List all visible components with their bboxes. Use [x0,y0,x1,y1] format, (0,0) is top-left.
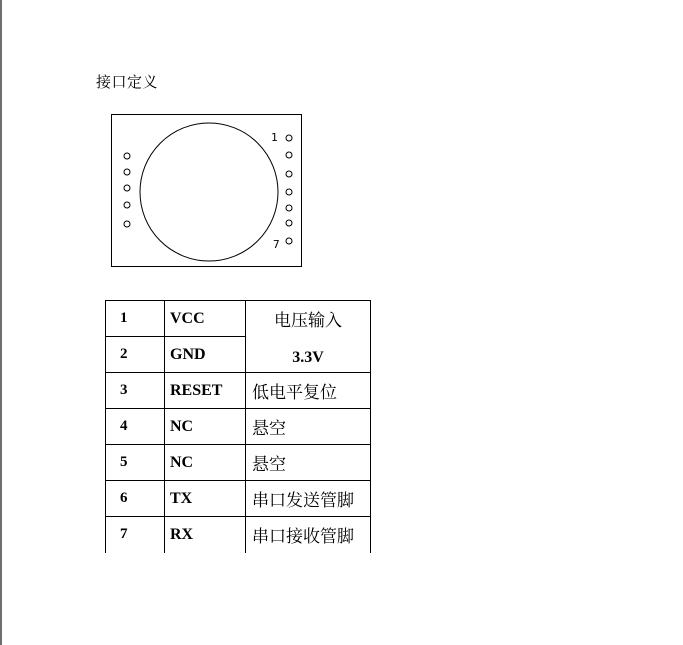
right-pin [286,205,292,211]
pin-signal: NC [165,445,246,481]
table-row [106,517,371,553]
pin-number: 5 [106,445,165,481]
pin-number: 1 [106,301,165,337]
right-pin [286,171,292,177]
right-pin [286,152,292,158]
right-pin [286,189,292,195]
pin-description: 悬空 [246,445,371,481]
pin-signal: NC [165,409,246,445]
pin-number: 2 [106,337,165,373]
power-voltage: 3.3V [292,349,324,366]
pin-description: 低电平复位 [246,373,371,409]
pin-signal: TX [165,481,246,517]
pin-description: 悬空 [246,409,371,445]
right-pin [286,220,292,226]
power-description [246,301,371,373]
left-pin [124,185,130,191]
pin-number: 4 [106,409,165,445]
pin-7-label: 7 [273,238,280,251]
table-row [106,409,371,445]
pin-1-label: 1 [271,131,278,144]
pin-signal: VCC [165,301,246,337]
sensor-circle [140,123,278,261]
pin-signal: GND [165,337,246,373]
table-row [106,373,371,409]
right-pin [286,135,292,141]
left-pin [124,202,130,208]
pin-number: 3 [106,373,165,409]
pin-number: 7 [106,517,165,553]
power-label: 电压输入 [274,311,342,331]
left-pin [124,169,130,175]
pin-description: 串口发送管脚 [246,481,371,517]
pin-signal: RESET [165,373,246,409]
table-row [106,301,371,337]
table-row [106,481,371,517]
table-row [106,445,371,481]
left-pin [124,221,130,227]
pin-number: 6 [106,481,165,517]
left-pin [124,153,130,159]
module-pinout-diagram [111,114,302,267]
pin-description: 串口接收管脚 [246,517,371,553]
page-left-border [0,0,2,645]
section-heading: 接口定义 [96,73,159,91]
right-pin [286,238,292,244]
pin-definition-table [105,300,371,553]
pin-signal: RX [165,517,246,553]
